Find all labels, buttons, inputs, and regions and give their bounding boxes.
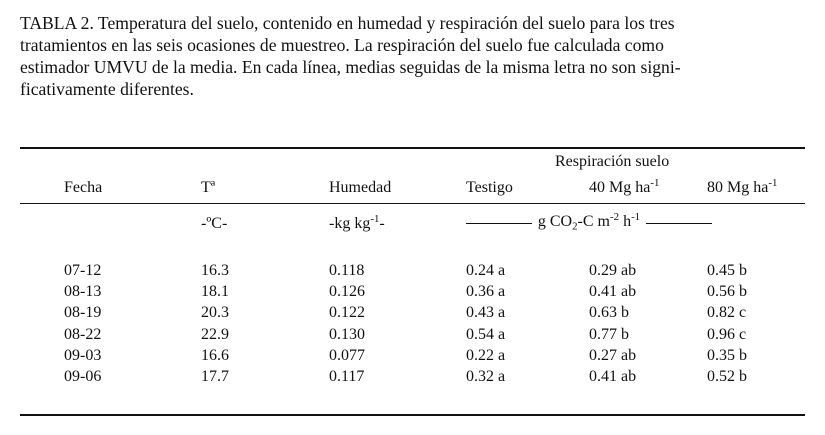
cell-testigo: 0.36 a [466, 283, 506, 301]
table-row [0, 326, 825, 347]
cell-40-mg-ha: 0.63 b [589, 304, 629, 322]
cell-humedad: 0.077 [329, 346, 365, 364]
table-row [0, 304, 825, 325]
header-humedad: Humedad [329, 179, 392, 196]
cell-80-mg-ha: 0.52 b [707, 367, 747, 385]
cell-testigo: 0.32 a [466, 367, 506, 385]
cell-40-mg-ha: 0.77 b [589, 325, 629, 343]
table-body [0, 262, 825, 389]
cell-80-mg-ha: 0.56 b [707, 283, 747, 301]
cell-humedad: 0.118 [329, 262, 365, 279]
cell-humedad: 0.126 [329, 283, 365, 301]
unit-humedad-end: - [379, 215, 385, 232]
cell-80-mg-ha: 0.45 b [707, 262, 747, 279]
cell-80-mg-ha: 0.35 b [707, 346, 747, 364]
header-40-exponent: -1 [650, 177, 660, 190]
cell-temperatura: 16.3 [201, 262, 229, 279]
table-bottom-rule [20, 414, 805, 416]
cell-fecha: 09-03 [64, 346, 102, 364]
unit-temperatura: -ºC- [201, 215, 228, 232]
header-fecha: Fecha [64, 179, 103, 196]
cell-humedad: 0.122 [329, 304, 365, 322]
cell-temperatura: 18.1 [201, 283, 229, 301]
cell-temperatura: 22.9 [201, 325, 229, 343]
caption-line: TABLA 2. Temperatura del suelo, contenido en humedad y respiración del suelo para los tres [20, 13, 675, 33]
cell-temperatura: 17.7 [201, 367, 229, 385]
cell-humedad: 0.117 [329, 367, 365, 385]
unit-humedad-label: -kg kg [329, 215, 371, 232]
header-40-label: 40 Mg ha [589, 179, 651, 196]
cell-humedad: 0.130 [329, 325, 365, 343]
cell-40-mg-ha: 0.29 ab [589, 262, 637, 279]
unit-resp-prefix: g CO [537, 213, 573, 230]
header-temperatura: Tª [201, 179, 216, 196]
table-row [0, 347, 825, 368]
cell-testigo: 0.43 a [466, 304, 506, 322]
cell-fecha: 08-13 [64, 283, 102, 301]
table-row [0, 368, 825, 389]
cell-40-mg-ha: 0.27 ab [589, 346, 637, 364]
table-caption [20, 12, 810, 100]
unit-humedad-exponent: -1 [370, 213, 380, 226]
table-row [0, 283, 825, 304]
cell-80-mg-ha: 0.96 c [707, 325, 747, 343]
cell-testigo: 0.54 a [466, 325, 506, 343]
header-respiracion-group: Respiración suelo [555, 153, 670, 170]
unit-respiracion-label [532, 213, 646, 231]
cell-temperatura: 20.3 [201, 304, 229, 322]
cell-fecha: 08-19 [64, 304, 102, 322]
table-row [0, 262, 825, 283]
header-80-exponent: -1 [768, 177, 778, 190]
cell-fecha: 07-12 [64, 262, 102, 279]
header-80-mg-ha [707, 179, 777, 197]
unit-dash-right [646, 223, 712, 224]
header-80-label: 80 Mg ha [707, 179, 769, 196]
table-header-rule [20, 203, 805, 204]
cell-80-mg-ha: 0.82 c [707, 304, 747, 322]
unit-resp-exponent-hour: -1 [631, 211, 641, 224]
caption-line: ficativamente diferentes. [20, 79, 194, 99]
unit-resp-mid: -C m [577, 213, 610, 230]
header-40-mg-ha [589, 179, 659, 197]
unit-resp-hour: h [619, 213, 632, 230]
cell-temperatura: 16.6 [201, 346, 229, 364]
header-testigo: Testigo [466, 179, 513, 196]
caption-line: tratamientos en las seis ocasiones de muestreo. La respiración del suelo fue calculada como [20, 35, 664, 55]
cell-fecha: 09-06 [64, 367, 102, 385]
cell-fecha: 08-22 [64, 325, 102, 343]
unit-resp-exponent-area: -2 [610, 211, 620, 224]
table-top-rule [20, 147, 805, 149]
caption-line: estimador UMVU de la media. En cada línea, medias seguidas de la misma letra no son signi- [20, 57, 681, 77]
cell-testigo: 0.24 a [466, 262, 506, 279]
unit-resp-subscript: 2 [572, 220, 578, 233]
cell-40-mg-ha: 0.41 ab [589, 283, 637, 301]
unit-dash-left [466, 223, 532, 224]
unit-humedad [329, 215, 385, 233]
cell-40-mg-ha: 0.41 ab [589, 367, 637, 385]
unit-respiracion [466, 213, 712, 231]
cell-testigo: 0.22 a [466, 346, 506, 364]
